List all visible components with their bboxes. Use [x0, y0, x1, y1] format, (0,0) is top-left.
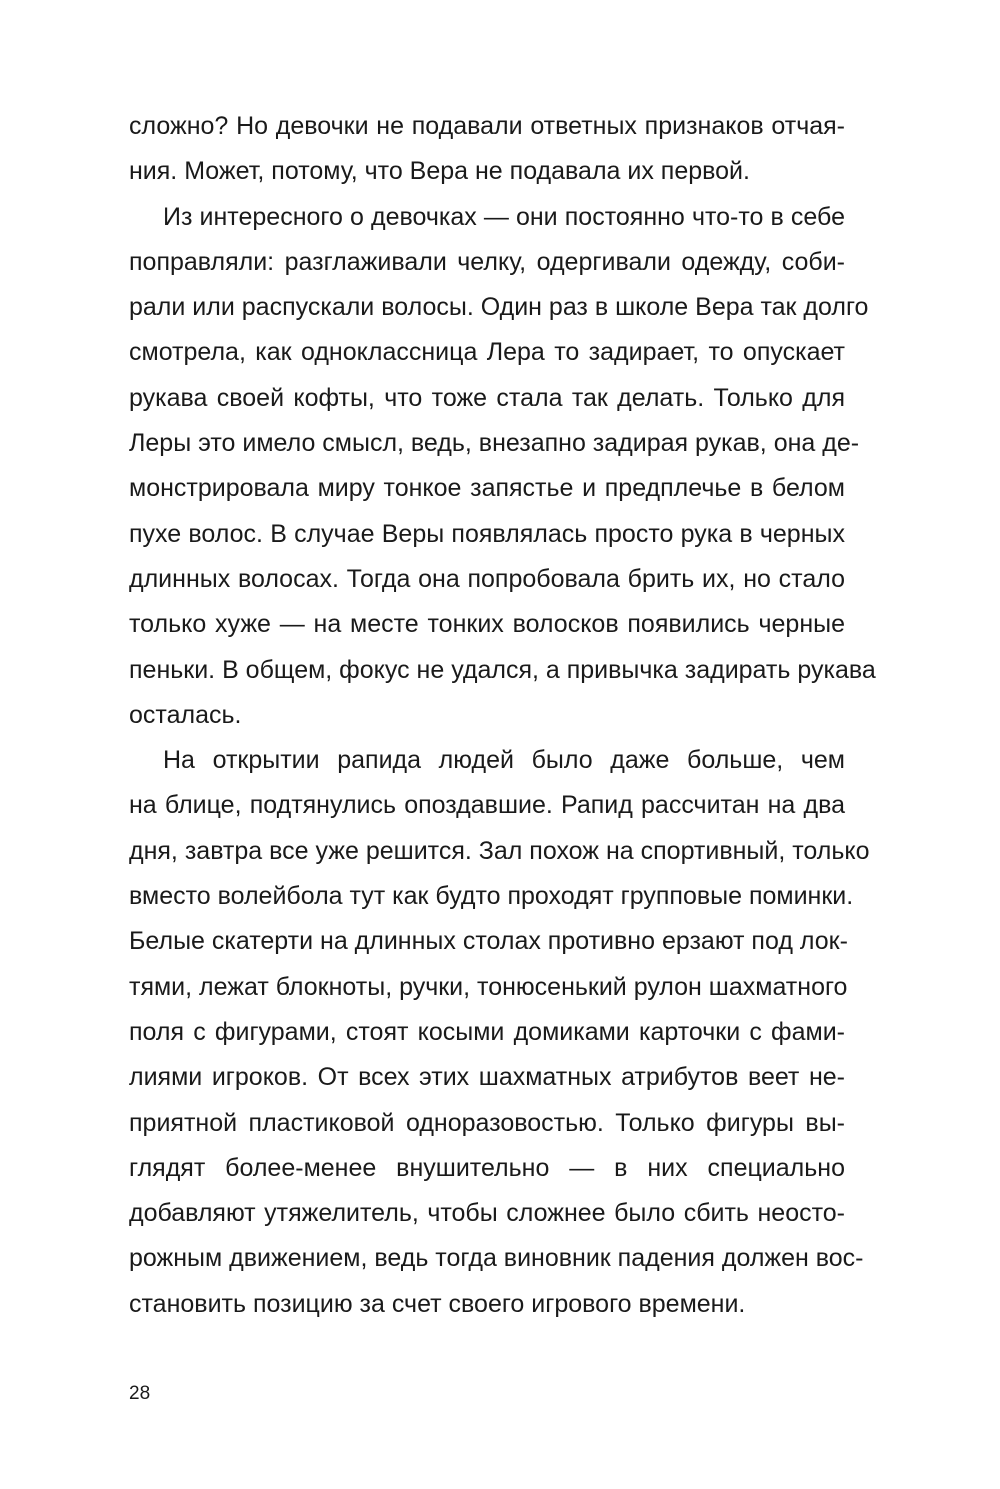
- text-line: вместо волейбола тут как будто проходят групповые поминки.: [129, 882, 854, 911]
- text-line: Белые скатерти на длинных столах противно ерзают под лок-: [129, 927, 848, 956]
- text-line: рукава своей кофты, что тоже стала так делать. Только для: [129, 383, 845, 412]
- text-line: сложно? Но девочки не подавали ответных признаков отчая-: [129, 112, 845, 140]
- text-line: монстрировала миру тонкое запястье и предплечье в белом: [129, 474, 845, 503]
- text-line: на блице, подтянулись опоздавшие. Рапид рассчитан на два: [129, 791, 845, 820]
- text-line: рали или распускали волосы. Один раз в школе Вера так долго: [129, 293, 869, 322]
- paragraph-1: [129, 104, 845, 195]
- text-line: приятной пластиковой одноразовостью. Только фигуры вы-: [129, 1108, 845, 1137]
- text-line: ния. Может, потому, что Вера не подавала их первой.: [129, 157, 750, 186]
- text-line: На открытии рапида людей было даже больше, чем: [163, 746, 845, 775]
- text-line: Из интересного о девочках — они постоянно что-то в себе: [163, 202, 845, 231]
- paragraph-2: [129, 195, 876, 739]
- text-line: поля с фигурами, стоят косыми домиками карточки с фами-: [129, 1017, 845, 1046]
- text-line: глядят более-менее внушительно — в них специально: [129, 1153, 845, 1182]
- text-line: смотрела, как одноклассница Лера то задирает, то опускает: [129, 338, 845, 367]
- body-text: [129, 104, 876, 1327]
- text-line: поправляли: разглаживали челку, одергивали одежду, соби-: [129, 247, 845, 276]
- text-line: добавляют утяжелитель, чтобы сложнее было сбить неосто-: [129, 1199, 845, 1228]
- text-line: осталась.: [129, 700, 242, 729]
- text-line: становить позицию за счет своего игрового времени.: [129, 1289, 746, 1318]
- text-line: пухе волос. В случае Веры появлялась просто рука в черных: [129, 519, 845, 548]
- text-line: тями, лежат блокноты, ручки, тонюсенький рулон шахматного: [129, 972, 848, 1001]
- text-line: лиями игроков. От всех этих шахматных атрибутов веет не-: [129, 1063, 845, 1092]
- text-line: длинных волосах. Тогда она попробовала брить их, но стало: [129, 564, 845, 593]
- text-line: Леры это имело смысл, ведь, внезапно задирая рукав, она де-: [129, 429, 860, 458]
- text-line: рожным движением, ведь тогда виновник падения должен вос-: [129, 1244, 864, 1273]
- page-number: 28: [129, 1383, 151, 1404]
- text-line: пеньки. В общем, фокус не удался, а привычка задирать рукава: [129, 655, 876, 684]
- text-line: только хуже — на месте тонких волосков появились черные: [129, 610, 845, 639]
- text-line: дня, завтра все уже решится. Зал похож на спортивный, только: [129, 836, 870, 865]
- paragraph-3: [129, 738, 870, 1327]
